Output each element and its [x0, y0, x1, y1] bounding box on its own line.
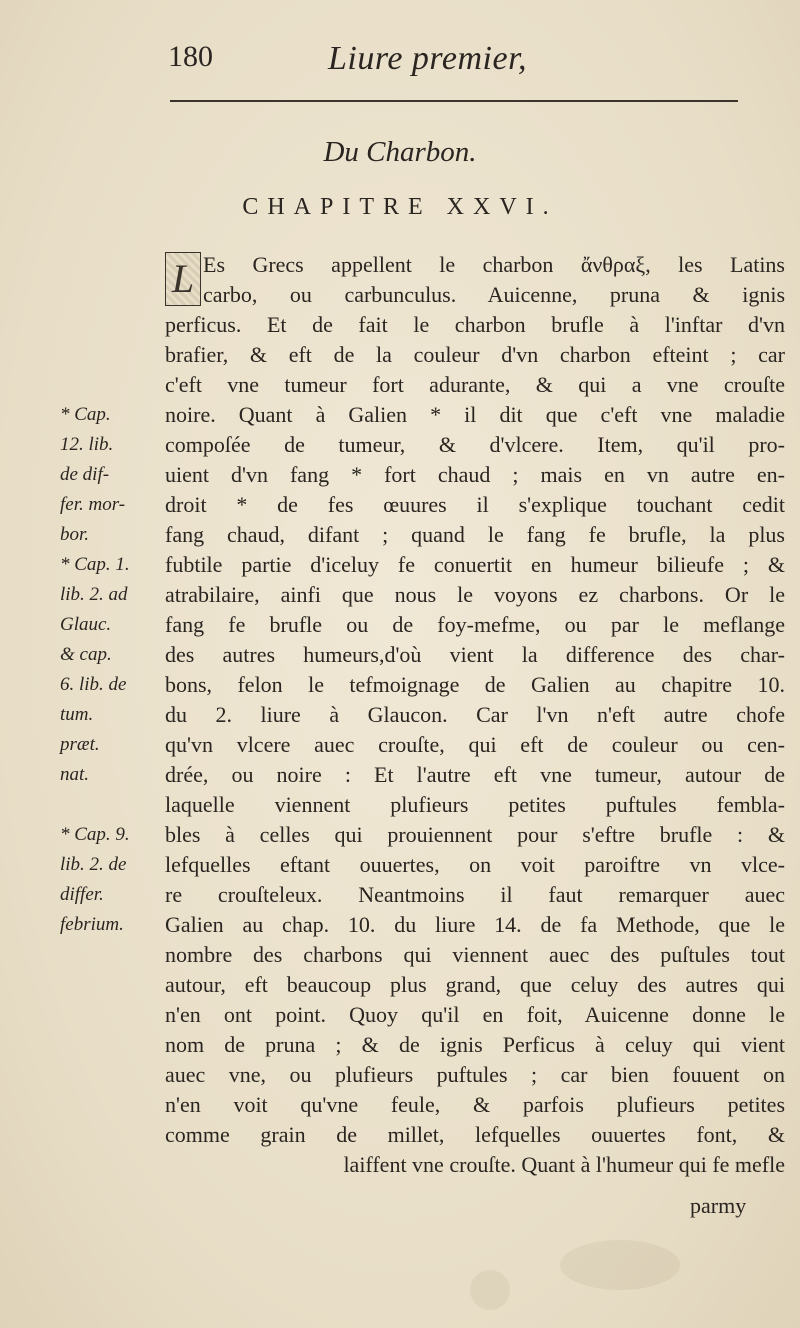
text-line: laquelle viennent plufieurs petites puftules fembla- — [165, 792, 785, 817]
text-line: bons, felon le tefmoignage de Galien au chapitre 10. — [165, 672, 785, 697]
text-line: c'eft vne tumeur fort adurante, & qui a vne crouſte — [165, 372, 785, 397]
text-line: re crouſteleux. Neantmoins il faut remarquer auec — [165, 882, 785, 907]
text-line: atrabilaire, ainfi que nous le voyons ez charbons. Or le — [165, 582, 785, 607]
text-line: bles à celles qui prouiennent pour s'eftre brufle : & — [165, 822, 785, 847]
text-line: fang chaud, difant ; quand le fang fe brufle, la plus — [165, 522, 785, 547]
margin-note: tum. — [60, 704, 94, 725]
text-line: auec vne, ou plufieurs puftules ; car bien fouuent on — [165, 1062, 785, 1087]
margin-note: differ. — [60, 884, 104, 905]
chapter-heading: CHAPITRE XXVI. — [242, 194, 558, 220]
paper-stain — [470, 1270, 510, 1310]
margin-note: * Cap. 9. — [60, 824, 130, 845]
body-text — [165, 250, 785, 1180]
text-line: laiffent vne crouſte. Quant à l'humeur qui fe mefle — [343, 1152, 785, 1177]
text-line: des autres humeurs,d'où vient la difference des char- — [165, 642, 785, 667]
margin-note: * Cap. — [60, 404, 111, 425]
margin-note: lib. 2. de — [60, 854, 127, 875]
section-title: Du Charbon. — [323, 136, 477, 168]
margin-note: lib. 2. ad — [60, 584, 128, 605]
text-line: lefquelles eftant ouuertes, on voit paroiftre vn vlce- — [165, 852, 785, 877]
text-line: Es Grecs appellent le charbon ἄνθραξ, les Latins — [203, 252, 785, 277]
margin-notes — [60, 400, 160, 940]
margin-note: bor. — [60, 524, 90, 545]
margin-note: de dif- — [60, 464, 110, 485]
page-header — [0, 40, 800, 84]
margin-note: præt. — [60, 734, 100, 755]
margin-note: & cap. — [60, 644, 112, 665]
margin-note: febrium. — [60, 914, 124, 935]
text-line: n'en voit qu'vne feule, & parfois plufieurs petites — [165, 1092, 785, 1117]
running-title: Liure premier, — [328, 40, 528, 77]
text-line: n'en ont point. Quoy qu'il en foit, Auicenne donne le — [165, 1002, 785, 1027]
text-line: drée, ou noire : Et l'autre eft vne tumeur, autour de — [165, 762, 785, 787]
margin-note: Glauc. — [60, 614, 112, 635]
text-line: brafier, & eft de la couleur d'vn charbon efteint ; car — [165, 342, 785, 367]
text-line: comme grain de millet, lefquelles ouuertes font, & — [165, 1122, 785, 1147]
text-line: fang fe brufle ou de foy-mefme, ou par le meflange — [165, 612, 785, 637]
text-line: qu'vn vlcere auec crouſte, qui eft de couleur ou cen- — [165, 732, 785, 757]
header-rule — [170, 100, 738, 102]
margin-note: nat. — [60, 764, 90, 785]
text-line: nombre des charbons qui viennent auec des puſtules tout — [165, 942, 785, 967]
text-line: noire. Quant à Galien * il dit que c'eft vne maladie — [165, 402, 785, 427]
text-line: fubtile partie d'iceluy fe conuertit en humeur bilieufe ; & — [165, 552, 785, 577]
page-number: 180 — [168, 40, 213, 73]
text-line: carbo, ou carbunculus. Auicenne, pruna & ignis — [203, 282, 785, 307]
text-line: Galien au chap. 10. du liure 14. de fa Methode, que le — [165, 912, 785, 937]
text-line: droit * de fes œuures il s'explique touchant cedit — [165, 492, 785, 517]
text-line: uient d'vn fang * fort chaud ; mais en vn autre en- — [165, 462, 785, 487]
drop-cap: L — [165, 252, 201, 306]
margin-note: * Cap. 1. — [60, 554, 130, 575]
text-line: nom de pruna ; & de ignis Perficus à celuy qui vient — [165, 1032, 785, 1057]
text-line: du 2. liure à Glaucon. Car l'vn n'eft autre chofe — [165, 702, 785, 727]
text-line: autour, eft beaucoup plus grand, que celuy des autres qui — [165, 972, 785, 997]
margin-note: 6. lib. de — [60, 674, 127, 695]
catchword: parmy — [690, 1193, 747, 1218]
margin-note: 12. lib. — [60, 434, 114, 455]
text-line: perficus. Et de fait le charbon brufle à l'inftar d'vn — [165, 312, 785, 337]
paper-stain — [560, 1240, 680, 1290]
margin-note — [60, 790, 160, 820]
margin-note: fer. mor- — [60, 494, 126, 515]
text-line: compoſée de tumeur, & d'vlcere. Item, qu'il pro- — [165, 432, 785, 457]
